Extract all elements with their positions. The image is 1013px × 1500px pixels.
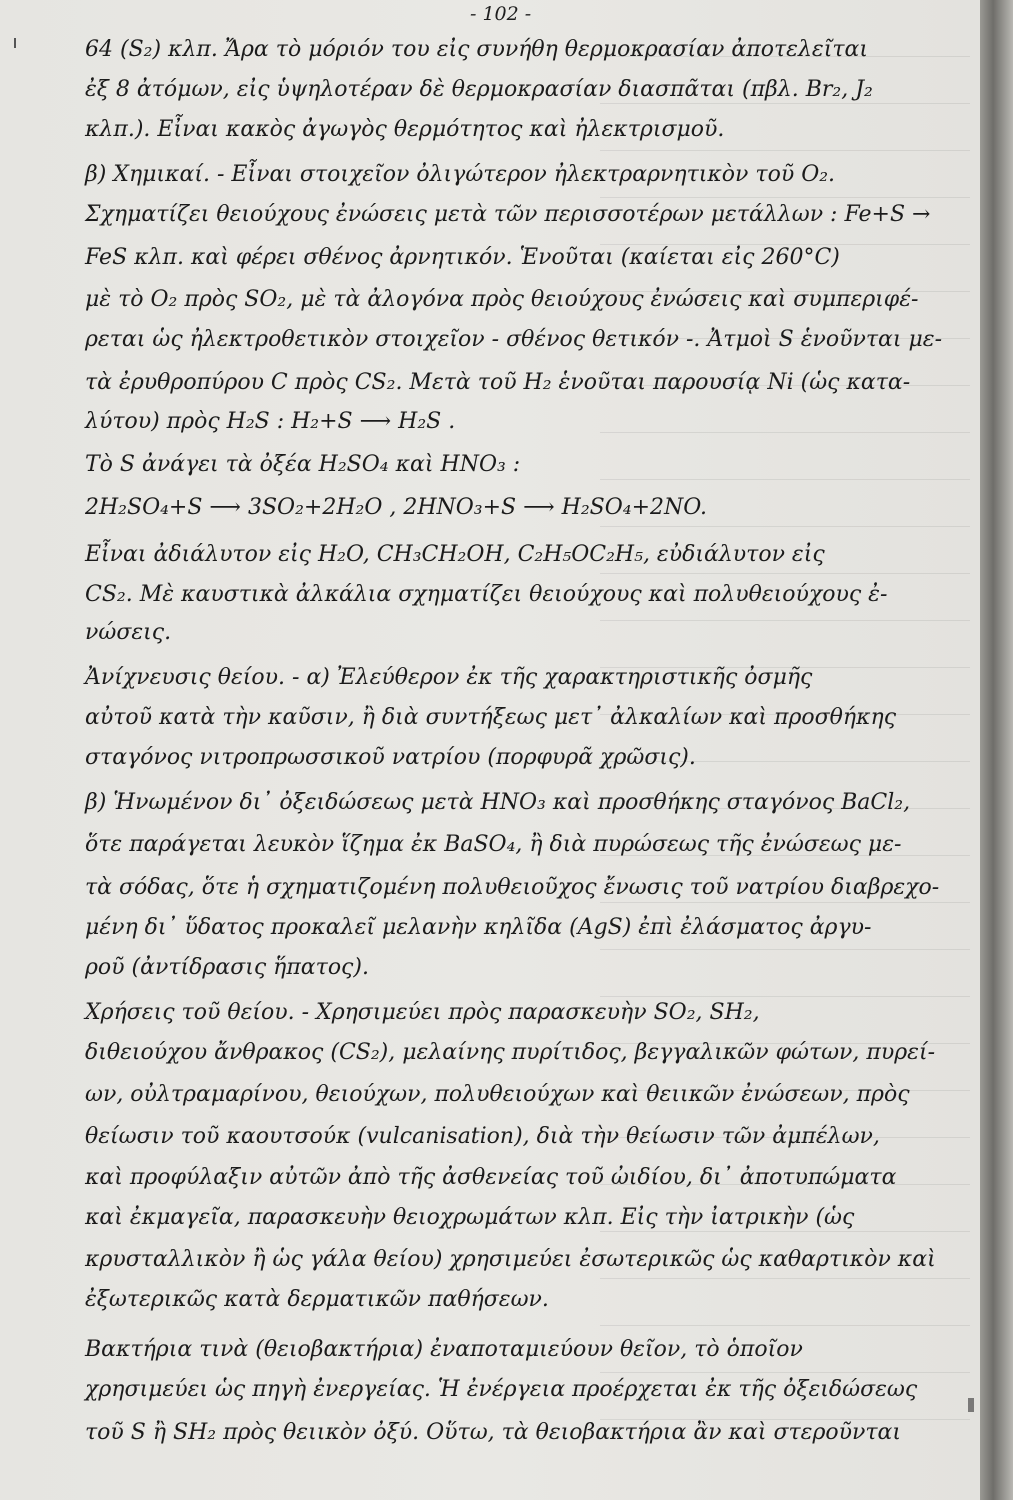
text-line: Σχηματίζει θειούχους ἐνώσεις μετὰ τῶν περισσοτέρων μετάλλων : Fe+S → (85, 202, 931, 227)
text-line: ὅτε παράγεται λευκὸν ἵζημα ἐκ BaSO₄, ἢ διὰ πυρώσεως τῆς ἐνώσεως με- (85, 832, 902, 857)
text-line: θείωσιν τοῦ καουτσούκ (vulcanisation), διὰ τὴν θείωσιν τῶν ἀμπέλων, (85, 1124, 880, 1149)
margin-mark (14, 38, 16, 48)
text-line: τὰ σόδας, ὅτε ἡ σχηματιζομένη πολυθειοῦχος ἔνωσις τοῦ νατρίου διαβρεχο- (85, 875, 940, 900)
text-line: Τὸ S ἀνάγει τὰ ὀξέα H₂SO₄ καὶ HNO₃ : (85, 452, 521, 477)
text-line: καὶ προφύλαξιν αὐτῶν ἀπὸ τῆς ἀσθενείας τοῦ ὠιδίου, δι᾽ ἀποτυπώματα (85, 1165, 897, 1190)
text-line: CS₂. Μὲ καυστικὰ ἀλκάλια σχηματίζει θειούχους καὶ πολυθειούχους ἐ- (85, 582, 888, 607)
text-line: μὲ τὸ O₂ πρὸς SO₂, μὲ τὰ ἀλογόνα πρὸς θειούχους ἐνώσεις καὶ συμπεριφέ- (85, 287, 919, 312)
text-line: χρησιμεύει ὡς πηγὴ ἐνεργείας. Ἡ ἐνέργεια προέρχεται ἐκ τῆς ὀξειδώσεως (85, 1377, 918, 1402)
text-line: τὰ ἐρυθροπύρου C πρὸς CS₂. Μετὰ τοῦ H₂ ἑνοῦται παρουσίᾳ Ni (ὡς κατα- (85, 370, 911, 395)
text-line: ροῦ (ἀντίδρασις ἥπατος). (85, 955, 369, 980)
text-line: β) Ἡνωμένον δι᾽ ὀξειδώσεως μετὰ HNO₃ καὶ προσθήκης σταγόνος BaCl₂, (85, 790, 911, 815)
text-line: κλπ.). Εἶναι κακὸς ἀγωγὸς θερμότητος καὶ ἠλεκτρισμοῦ. (85, 117, 725, 142)
margin-mark (968, 1398, 974, 1412)
text-line: Ἀνίχνευσις θείου. - α) Ἐλεύθερον ἐκ τῆς χαρακτηριστικῆς ὀσμῆς (85, 665, 813, 690)
text-line: αὐτοῦ κατὰ τὴν καῦσιν, ἢ διὰ συντήξεως μετ᾽ ἀλκαλίων καὶ προσθήκης (85, 705, 897, 730)
page-number: - 102 - (470, 3, 532, 25)
text-line: σταγόνος νιτροπρωσσικοῦ νατρίου (πορφυρᾶ χρῶσις). (85, 745, 696, 770)
text-line: ἐξ 8 ἀτόμων, εἰς ὑψηλοτέραν δὲ θερμοκρασίαν διασπᾶται (πβλ. Br₂, J₂ (85, 77, 873, 102)
text-line: ων, οὐλτραμαρίνου, θειούχων, πολυθειούχων καὶ θειικῶν ἐνώσεων, πρὸς (85, 1082, 910, 1107)
text-line: Χρήσεις τοῦ θείου. - Χρησιμεύει πρὸς παρασκευὴν SO₂, SH₂, (85, 1000, 760, 1025)
text-line: 64 (S₂) κλπ. Ἄρα τὸ μόριόν του εἰς συνήθη θερμοκρασίαν ἀποτελεῖται (85, 37, 868, 62)
text-line: μένη δι᾽ ὕδατος προκαλεῖ μελανὴν κηλῖδα (AgS) ἐπὶ ἐλάσματος ἀργυ- (85, 915, 872, 940)
text-line: FeS κλπ. καὶ φέρει σθένος ἀρνητικόν. Ἑνοῦται (καίεται εἰς 260°C) (85, 245, 840, 270)
text-line: β) Χημικαί. - Εἶναι στοιχεῖον ὀλιγώτερον ἠλεκτραρνητικὸν τοῦ O₂. (85, 162, 836, 187)
text-line: κρυσταλλικὸν ἢ ὡς γάλα θείου) χρησιμεύει ἐσωτερικῶς ὡς καθαρτικὸν καὶ (85, 1247, 936, 1272)
text-line: τοῦ S ἢ SH₂ πρὸς θειικὸν ὀξύ. Οὕτω, τὰ θειοβακτήρια ἂν καὶ στεροῦνται (85, 1420, 902, 1445)
text-line: Εἶναι ἀδιάλυτον εἰς H₂O, CH₃CH₂OH, C₂H₅OC₂H₅, εὐδιάλυτον εἰς (85, 542, 825, 567)
book-binding-edge (980, 0, 1013, 1500)
text-line: Βακτήρια τινὰ (θειοβακτήρια) ἐναποταμιεύουν θεῖον, τὸ ὁποῖον (85, 1337, 803, 1362)
text-line: 2H₂SO₄+S ⟶ 3SO₂+2H₂O , 2HNO₃+S ⟶ H₂SO₄+2NO. (85, 495, 708, 520)
text-line: ρεται ὡς ἠλεκτροθετικὸν στοιχεῖον - σθένος θετικόν -. Ἀτμοὶ S ἑνοῦνται με- (85, 327, 943, 352)
text-line: λύτου) πρὸς H₂S : H₂+S ⟶ H₂S . (85, 409, 456, 434)
text-line: καὶ ἐκμαγεῖα, παρασκευὴν θειοχρωμάτων κλπ. Εἰς τὴν ἰατρικὴν (ὡς (85, 1205, 855, 1230)
text-line: διθειούχου ἄνθρακος (CS₂), μελαίνης πυρίτιδος, βεγγαλικῶν φώτων, πυρεί- (85, 1040, 936, 1065)
text-line: ἐξωτερικῶς κατὰ δερματικῶν παθήσεων. (85, 1287, 549, 1312)
text-line: νώσεις. (85, 620, 172, 645)
